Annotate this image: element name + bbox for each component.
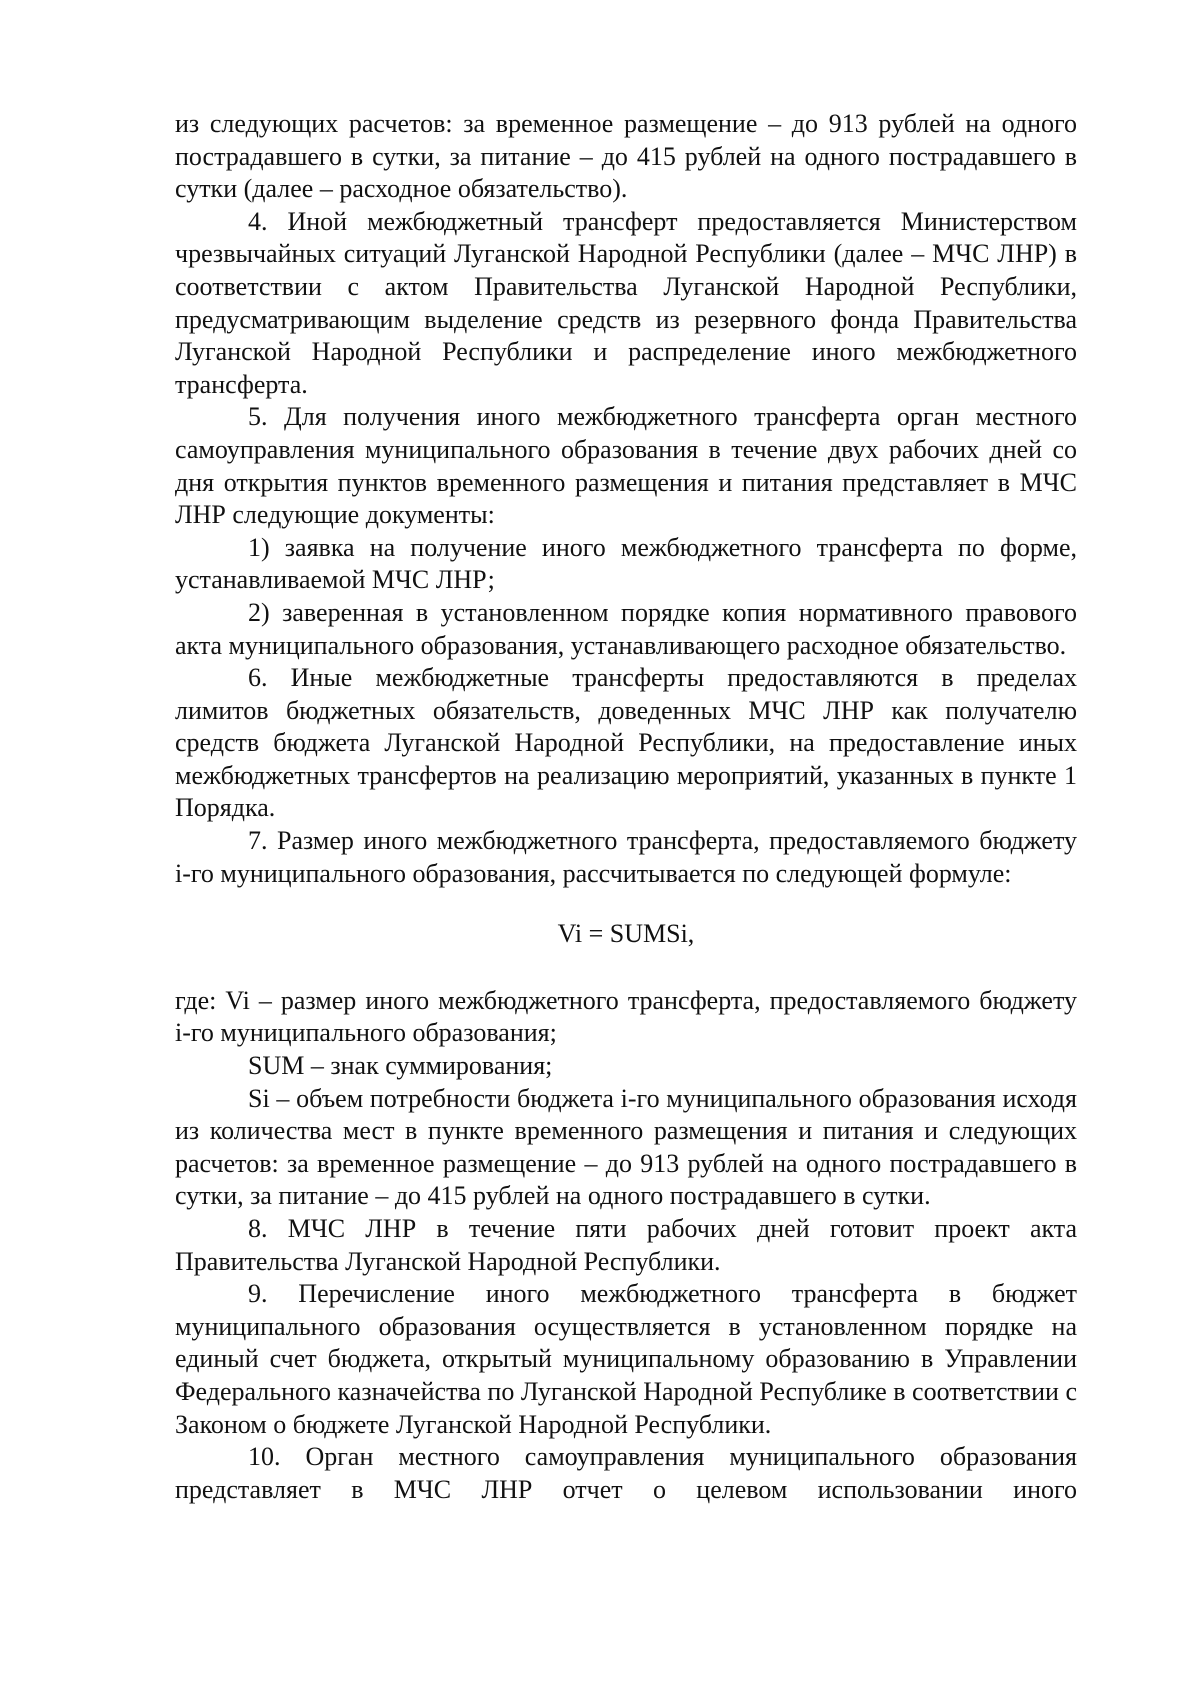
formula: Vi = SUMSi,	[557, 919, 695, 949]
paragraph-item-7: 7. Размер иного межбюджетного трансферта, предоставляемого бюджету i-го муниципального образования, рассчитывается по следующей формуле:	[175, 826, 1077, 888]
paragraph-item-8: 8. МЧС ЛНР в течение пяти рабочих дней готовит проект акта Правительства Луганской Народной Республики.	[175, 1214, 1077, 1276]
paragraph-item-6: 6. Иные межбюджетные трансферты предоставляются в пределах лимитов бюджетных обязательств, доведенных МЧС ЛНР как получателю средств бюджета Луганской Народной Республики, на предоставление иных межбюджетных трансфертов на реализацию мероприятий, указанных в пункте 1 Порядка.	[175, 663, 1077, 823]
paragraph-item-10: 10. Орган местного самоуправления муниципального образования представляет в МЧС ЛНР отчет о целевом использовании иного	[175, 1442, 1077, 1504]
paragraph-item-9: 9. Перечисление иного межбюджетного трансферта в бюджет муниципального образования осуществляется в установленном порядке на единый счет бюджета, открытый муниципальному образованию в Управлении Федерального казначейства по Луганской Народной Республике в соответствии с Законом о бюджете Луганской Народной Республики.	[175, 1279, 1077, 1439]
formula-definition-vi: где: Vi – размер иного межбюджетного трансферта, предоставляемого бюджету i-го муниципального образования;	[175, 985, 1077, 1048]
subitem-2: 2) заверенная в установленном порядке копия нормативного правового акта муниципального образования, устанавливающего расходное обязательство.	[175, 597, 1077, 660]
formula-definition-sum: SUM – знак суммирования;	[248, 1051, 553, 1081]
paragraph-item-5: 5. Для получения иного межбюджетного трансферта орган местного самоуправления муниципального образования в течение двух рабочих дней со дня открытия пунктов временного размещения и питания представляет в МЧС ЛНР следующие документы:	[175, 402, 1077, 530]
document-page	[175, 108, 1077, 1506]
subitem-1: 1) заявка на получение иного межбюджетного трансферта по форме, устанавливаемой МЧС ЛНР;	[175, 532, 1077, 595]
formula-definition-si: Si – объем потребности бюджета i-го муниципального образования исходя из количества мест в пункте временного размещения и питания и следующих расчетов: за временное размещение – до 913 рублей на одного пострадавшего в сутки, за питание – до 415 рублей на одного пострадавшего в сутки.	[175, 1083, 1077, 1211]
paragraph-continuation: из следующих расчетов: за временное размещение – до 913 рублей на одного пострадавшего в сутки, за питание – до 415 рублей на одного пострадавшего в сутки (далее – расходное обязательство).	[175, 109, 1077, 204]
paragraph-item-4: 4. Иной межбюджетный трансферт предоставляется Министерством чрезвычайных ситуаций Луганской Народной Республики (далее – МЧС ЛНР) в соответствии с актом Правительства Луганской Народной Республики, предусматривающим выделение средств из резервного фонда Правительства Луганской Народной Республики и распределение иного межбюджетного трансферта.	[175, 206, 1077, 399]
